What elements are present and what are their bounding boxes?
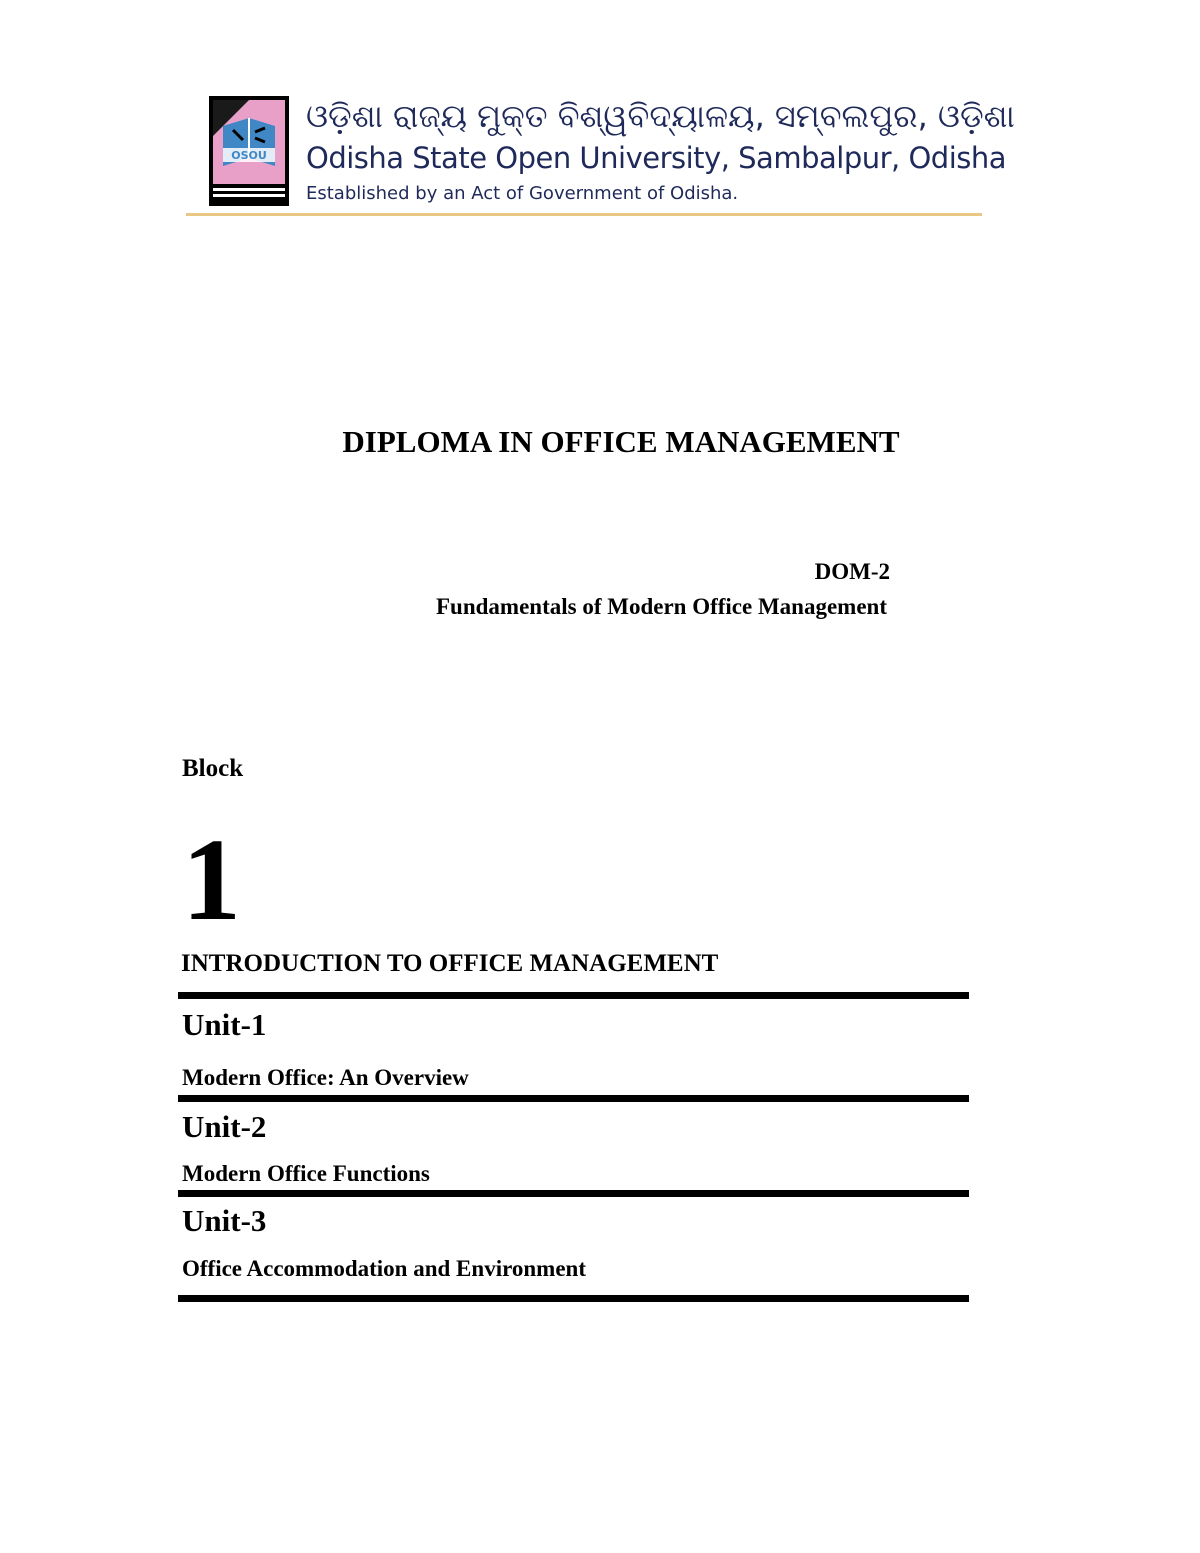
unit-name: Modern Office Functions	[182, 1161, 430, 1186]
university-name-odia: ଓଡ଼ିଶା ରାଜ୍ୟ ମୁକ୍ତ ବିଶ୍ୱବିଦ୍ୟାଳୟ, ସମ୍ବଲପୁର, ଓଡ଼ିଶା	[306, 97, 1015, 135]
established-line: Established by an Act of Government of Odisha.	[306, 183, 739, 204]
unit-label: Unit-1	[182, 1007, 267, 1042]
divider-rule	[178, 1190, 969, 1197]
header-divider	[186, 213, 982, 216]
block-title: INTRODUCTION TO OFFICE MANAGEMENT	[181, 950, 719, 977]
svg-text:OSOU: OSOU	[231, 149, 267, 162]
diploma-title: DIPLOMA IN OFFICE MANAGEMENT	[342, 424, 900, 459]
osou-logo	[209, 96, 289, 206]
block-number: 1	[182, 814, 241, 945]
block-label: Block	[182, 755, 244, 782]
divider-rule	[178, 1295, 969, 1302]
unit-label: Unit-3	[182, 1203, 267, 1238]
divider-rule	[178, 992, 969, 999]
university-name: Odisha State Open University, Sambalpur, Odisha	[306, 141, 1007, 175]
course-name: Fundamentals of Modern Office Management	[436, 594, 887, 619]
unit-label: Unit-2	[182, 1109, 267, 1144]
unit-name: Office Accommodation and Environment	[182, 1256, 586, 1281]
unit-name: Modern Office: An Overview	[182, 1065, 469, 1090]
divider-rule	[178, 1095, 969, 1102]
course-code: DOM-2	[814, 559, 890, 584]
